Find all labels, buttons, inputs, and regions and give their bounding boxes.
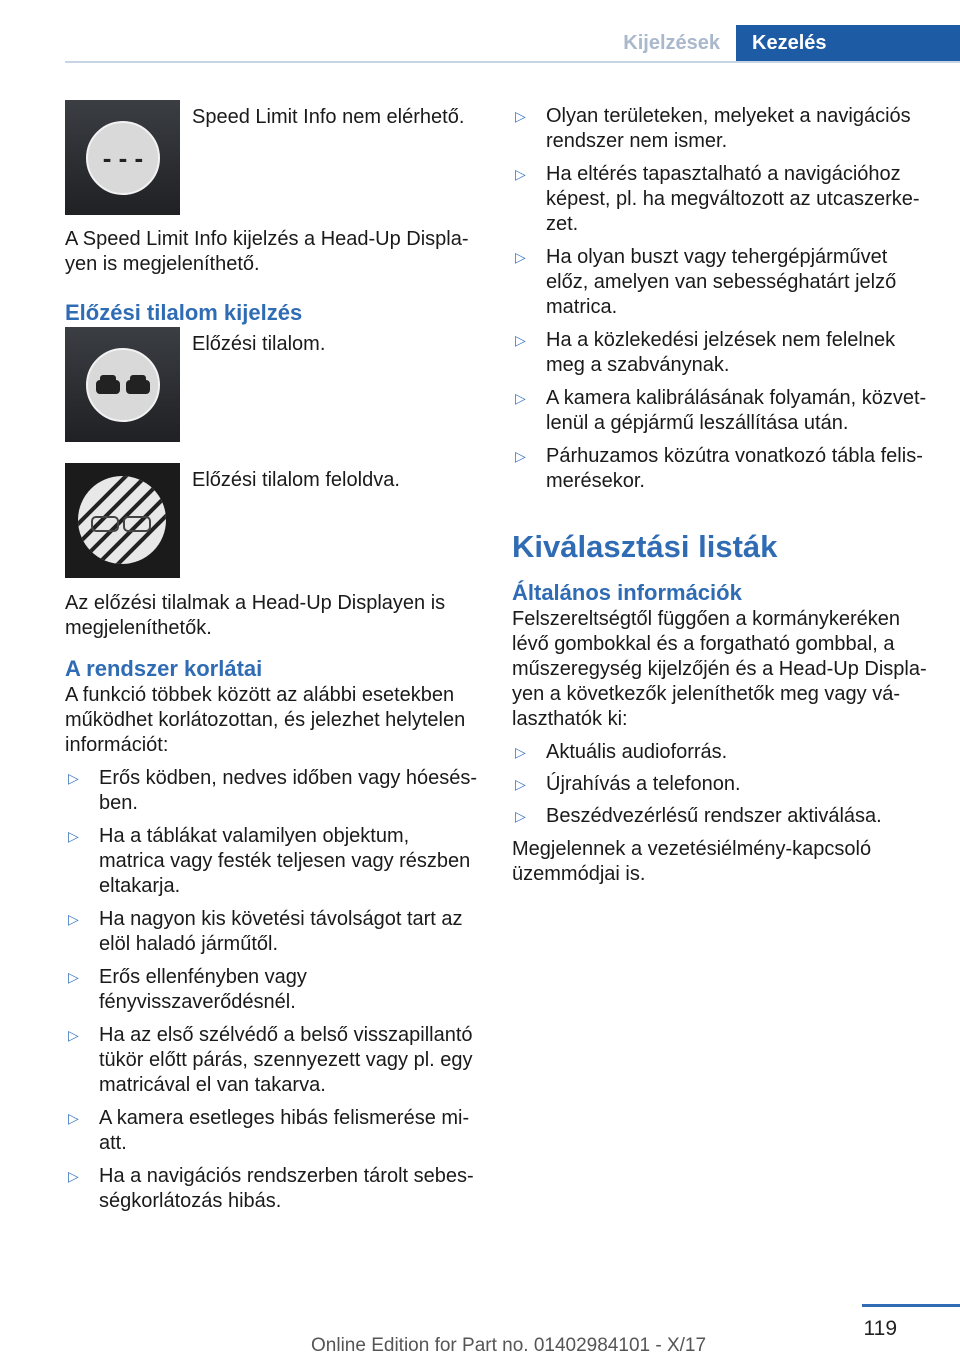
sign-caption: Speed Limit Info nem elérhető. xyxy=(192,106,465,128)
bullet-triangle-icon: ▷ xyxy=(515,808,526,824)
list-item xyxy=(65,766,480,816)
list-item-text: Ha nagyon kis követési távolságot tart az elöl haladó járműtől. xyxy=(99,908,463,955)
list-item xyxy=(65,1164,480,1214)
list-item xyxy=(512,386,927,436)
list-item-text: A kamera esetleges hibás felismerése miatt. xyxy=(99,1107,470,1154)
sign-row-no-overtaking xyxy=(65,327,480,442)
list-item-text: Ha a navigációs rendszerben tárolt sebességkorlátozás hibás. xyxy=(99,1165,474,1212)
limits-list-continued xyxy=(512,104,927,494)
bullet-triangle-icon: ▷ xyxy=(515,249,526,265)
bullet-triangle-icon: ▷ xyxy=(68,770,79,786)
paragraph: A Speed Limit Info kijelzés a Head-Up Displayen is megjeleníthető. xyxy=(65,228,469,275)
limits-list xyxy=(65,766,480,1214)
sign-caption: Előzési tilalom. xyxy=(192,333,326,355)
no-overtaking-sign-icon xyxy=(65,327,180,442)
sign-row-overtaking-end xyxy=(65,463,480,578)
list-item-text: Újrahívás a telefonon. xyxy=(546,773,741,795)
sign-row-no-info xyxy=(65,100,480,215)
list-item-text: Ha az első szélvédő a belső visszapillantó tükör előtt párás, szennyezett vagy pl. egy matricával el van takarva. xyxy=(99,1024,473,1096)
chapter-heading: Kiválasztási listák xyxy=(512,529,778,564)
list-item-text: Erős ellenfényben vagy fényvisszaverődésnél. xyxy=(99,966,307,1013)
bullet-triangle-icon: ▷ xyxy=(68,1168,79,1184)
list-item xyxy=(65,907,480,957)
list-item xyxy=(512,104,927,154)
edition-note: Online Edition for Part no. 01402984101 - X/17 xyxy=(311,1335,707,1356)
list-item xyxy=(65,1106,480,1156)
list-item xyxy=(512,444,927,494)
list-item-text: A kamera kalibrálásának folyamán, közvetlenül a gépjármű leszállítása után. xyxy=(546,387,927,434)
section-heading: Előzési tilalom kijelzés xyxy=(65,300,303,325)
list-item xyxy=(65,965,480,1015)
tab-kezeles[interactable]: Kezelés xyxy=(736,25,960,61)
list-item-text: Erős ködben, nedves időben vagy hóesésben. xyxy=(99,767,478,814)
list-item-text: Beszédvezérlésű rendszer aktiválása. xyxy=(546,805,882,827)
list-item xyxy=(512,804,927,829)
speed-limit-unavailable-sign-icon xyxy=(65,100,180,215)
page-number: 119 xyxy=(863,1317,897,1340)
sign-caption: Előzési tilalom feloldva. xyxy=(192,469,400,491)
list-item xyxy=(65,1023,480,1098)
paragraph: Megjelennek a vezetésiélmény-kapcsoló üzemmódjai is. xyxy=(512,838,872,885)
bullet-triangle-icon: ▷ xyxy=(515,776,526,792)
bullet-triangle-icon: ▷ xyxy=(68,1027,79,1043)
list-item xyxy=(512,245,927,320)
list-item xyxy=(512,328,927,378)
list-item-text: Ha a közlekedési jelzések nem felelnek meg a szabványnak. xyxy=(546,329,896,376)
bullet-triangle-icon: ▷ xyxy=(515,390,526,406)
list-item-text: Aktuális audioforrás. xyxy=(546,741,728,763)
sign-dashes: - - - xyxy=(102,142,143,173)
list-item xyxy=(512,162,927,237)
list-item-text: Ha a táblákat valamilyen objektum, matrica vagy festék teljesen vagy részben eltakarja. xyxy=(99,825,471,897)
bullet-triangle-icon: ▷ xyxy=(515,448,526,464)
list-item-text: Olyan területeken, melyeket a navigációs rendszer nem ismer. xyxy=(546,105,911,152)
end-of-no-overtaking-sign-icon xyxy=(65,463,180,578)
list-item-text: Párhuzamos közútra vonatkozó tábla felismerésekor. xyxy=(546,445,923,492)
footer-rule xyxy=(862,1304,960,1307)
bullet-triangle-icon: ▷ xyxy=(515,332,526,348)
paragraph: Felszereltségtől függően a kormánykeréken lévő gombokkal és a forgatható gombbal, a műszeregység kijelzőjén és a Head-Up Displayen a következők jeleníthetők meg vagy választhatók ki: xyxy=(512,608,927,730)
bullet-triangle-icon: ▷ xyxy=(515,108,526,124)
list-item xyxy=(512,740,927,765)
bullet-triangle-icon: ▷ xyxy=(68,1110,79,1126)
bullet-triangle-icon: ▷ xyxy=(515,166,526,182)
paragraph: A funkció többek között az alábbi esetekben működhet korlátozottan, és jelezhet helytelen információt: xyxy=(65,684,466,756)
section-heading: Általános információk xyxy=(512,580,742,605)
list-item xyxy=(65,824,480,899)
header-rule xyxy=(65,61,960,63)
paragraph: Az előzési tilalmak a Head-Up Displayen is megjeleníthetők. xyxy=(65,592,446,639)
bullet-triangle-icon: ▷ xyxy=(68,969,79,985)
right-column xyxy=(512,100,927,887)
section-heading: A rendszer korlátai xyxy=(65,656,263,681)
selection-list xyxy=(512,740,927,829)
left-column xyxy=(65,100,480,1214)
list-item-text: Ha eltérés tapasztalható a navigációhoz képest, pl. ha megváltozott az utcaszerkezet. xyxy=(546,163,920,235)
bullet-triangle-icon: ▷ xyxy=(68,911,79,927)
list-item xyxy=(512,772,927,797)
bullet-triangle-icon: ▷ xyxy=(515,744,526,760)
list-item-text: Ha olyan buszt vagy tehergépjárművet előz, amelyen van sebességhatárt jelző matrica. xyxy=(546,246,897,318)
tab-kijelzesek[interactable]: Kijelzések xyxy=(623,32,720,54)
bullet-triangle-icon: ▷ xyxy=(68,828,79,844)
